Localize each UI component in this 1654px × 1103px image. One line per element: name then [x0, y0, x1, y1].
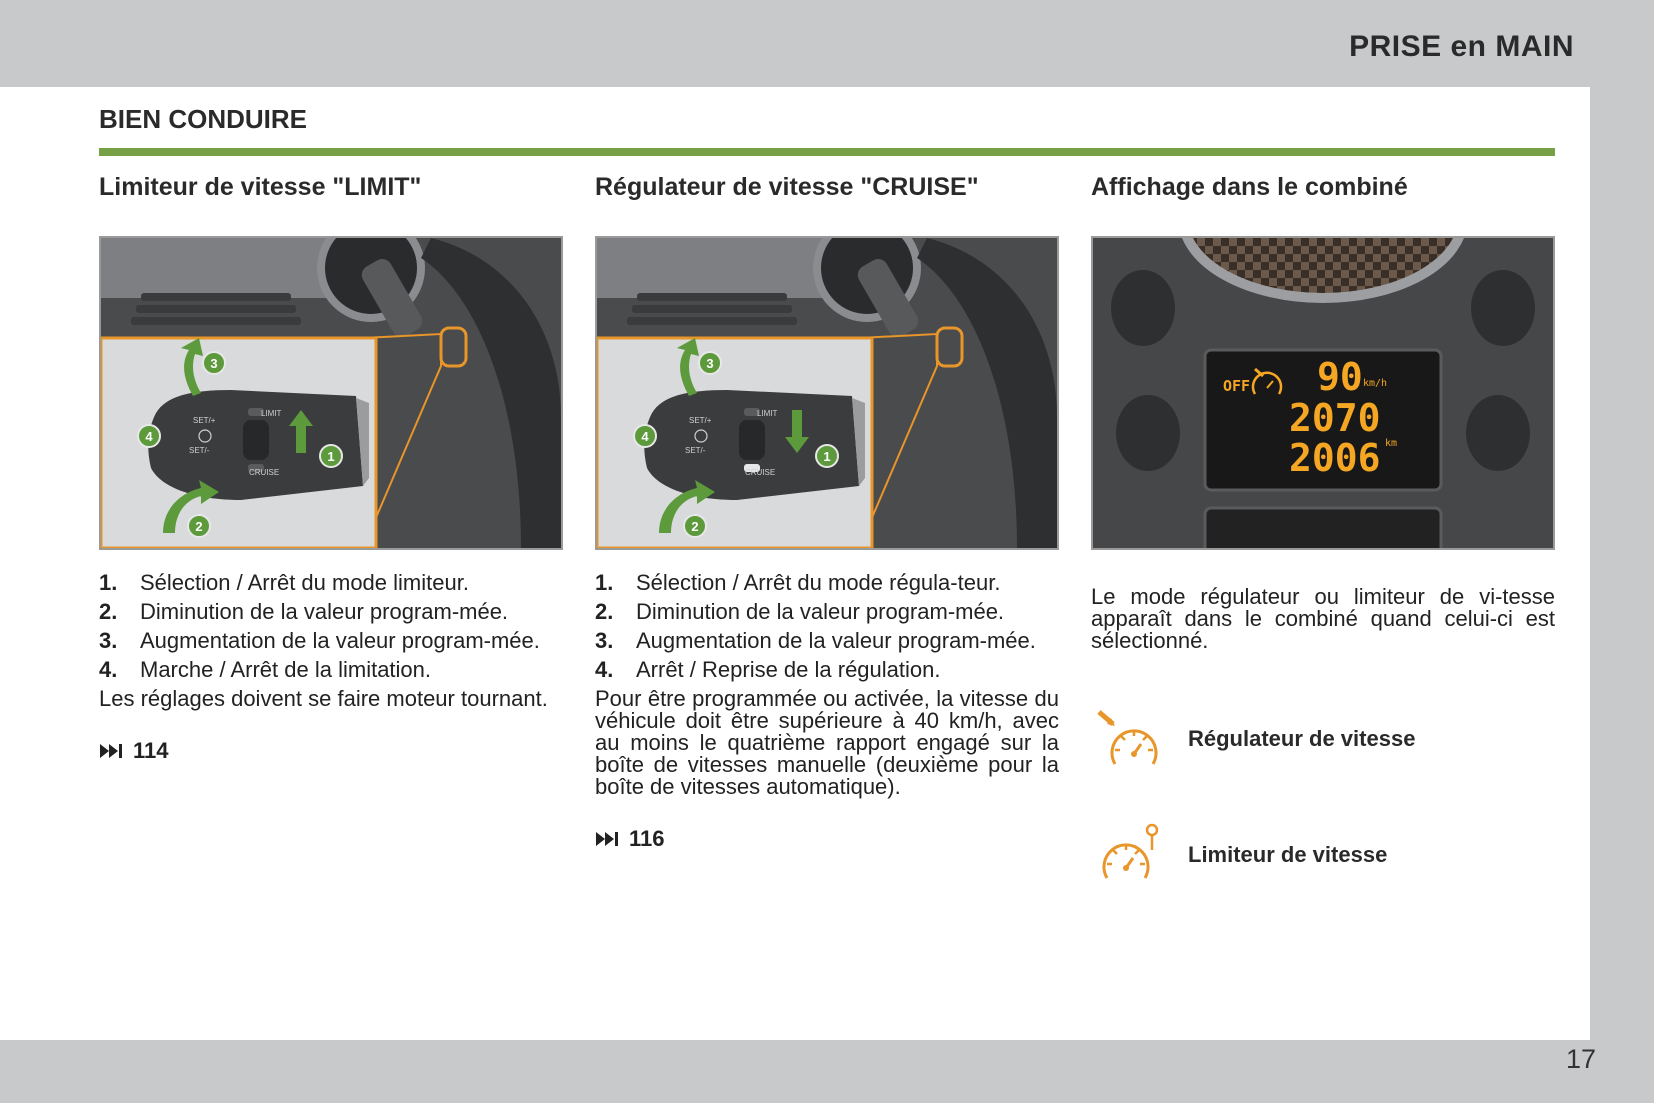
switch-label-cruise: CRUISE — [249, 468, 280, 477]
legend-cruise-control — [1091, 706, 1555, 770]
display-speed-unit: km/h — [1363, 378, 1388, 389]
display-off-label: OFF — [1223, 377, 1251, 395]
switch-label-set-minus: SET/- — [189, 446, 210, 455]
steering-switch-illustration — [101, 238, 561, 548]
list-item: 4. Marche / Arrêt de la limitation. — [99, 657, 432, 682]
badge-2: 2 — [691, 519, 699, 534]
switch-label-set-plus: SET/+ — [689, 416, 712, 425]
list-item: 2. Diminution de la valeur program-mée. — [99, 599, 509, 624]
column-speed-limiter — [99, 170, 563, 764]
column-cruise-control — [595, 170, 1059, 852]
switch-label-cruise: CRUISE — [745, 468, 776, 477]
list-item: 2. Diminution de la valeur program-mée. — [595, 599, 1005, 624]
steering-switch-photo — [595, 236, 1059, 550]
list-item: 1. Sélection / Arrêt du mode limiteur. — [99, 570, 469, 595]
switch-label-limit: LIMIT — [261, 409, 282, 418]
display-km-unit: km — [1385, 438, 1398, 449]
steering-switch-photo — [99, 236, 563, 550]
list-item: 1. Sélection / Arrêt du mode régula-teur. — [595, 570, 1001, 595]
column-title: Limiteur de vitesse "LIMIT" — [99, 173, 422, 201]
badge-2: 2 — [195, 519, 203, 534]
list-item: 3. Augmentation de la valeur program-mée. — [595, 628, 1036, 653]
badge-3: 3 — [210, 356, 218, 371]
badge-1: 1 — [823, 449, 831, 464]
step-list — [99, 572, 563, 681]
page-reference[interactable] — [595, 826, 1059, 852]
section-title: BIEN CONDUIRE — [99, 104, 308, 134]
switch-label-set-minus: SET/- — [685, 446, 706, 455]
list-item: 3. Augmentation de la valeur program-mée. — [99, 628, 540, 653]
legend-label: Régulateur de vitesse — [1188, 726, 1416, 751]
page-reference-number: 114 — [133, 738, 169, 763]
page-number: 17 — [1565, 1044, 1596, 1074]
column-instrument-display — [1091, 170, 1555, 652]
note-text: Les réglages doivent se faire moteur tournant. — [99, 686, 548, 711]
instrument-cluster-photo — [1091, 236, 1555, 550]
badge-3: 3 — [706, 356, 714, 371]
bottom-band — [0, 1040, 1654, 1103]
chapter-title: PRISE en MAIN — [1349, 30, 1574, 63]
page-reference-number: 116 — [629, 826, 665, 851]
column-title: Affichage dans le combiné — [1091, 173, 1408, 201]
badge-4: 4 — [145, 429, 153, 444]
section-divider — [99, 148, 1555, 156]
legend-speed-limiter — [1091, 820, 1555, 884]
speed-limiter-icon — [1091, 820, 1163, 884]
display-line-3: 2006 — [1289, 436, 1381, 480]
page-reference[interactable] — [99, 738, 563, 764]
fast-forward-icon — [595, 831, 621, 847]
badge-4: 4 — [641, 429, 649, 444]
step-list — [595, 572, 1059, 681]
instrument-cluster-illustration — [1093, 238, 1553, 548]
note-text: Le mode régulateur ou limiteur de vi-tesse apparaît dans le combiné quand celui-ci est sélectionné. — [1091, 584, 1555, 653]
note-text: Pour être programmée ou activée, la vitesse du véhicule doit être supérieure à 40 km/h, avec au moins le quatrième rapport engagé sur la boîte de vitesses manuelle (deuxième pour la boîte de vitesses automatique). — [595, 686, 1059, 799]
switch-label-limit: LIMIT — [757, 409, 778, 418]
cruise-control-icon — [1091, 706, 1163, 770]
switch-label-set-plus: SET/+ — [193, 416, 216, 425]
badge-1: 1 — [327, 449, 335, 464]
steering-switch-illustration — [597, 238, 1057, 548]
fast-forward-icon — [99, 743, 125, 759]
list-item: 4. Arrêt / Reprise de la régulation. — [595, 657, 941, 682]
display-speed: 90 — [1317, 355, 1363, 399]
display-line-2: 2070 — [1289, 396, 1381, 440]
column-title: Régulateur de vitesse "CRUISE" — [595, 173, 979, 201]
legend-label: Limiteur de vitesse — [1188, 842, 1388, 867]
